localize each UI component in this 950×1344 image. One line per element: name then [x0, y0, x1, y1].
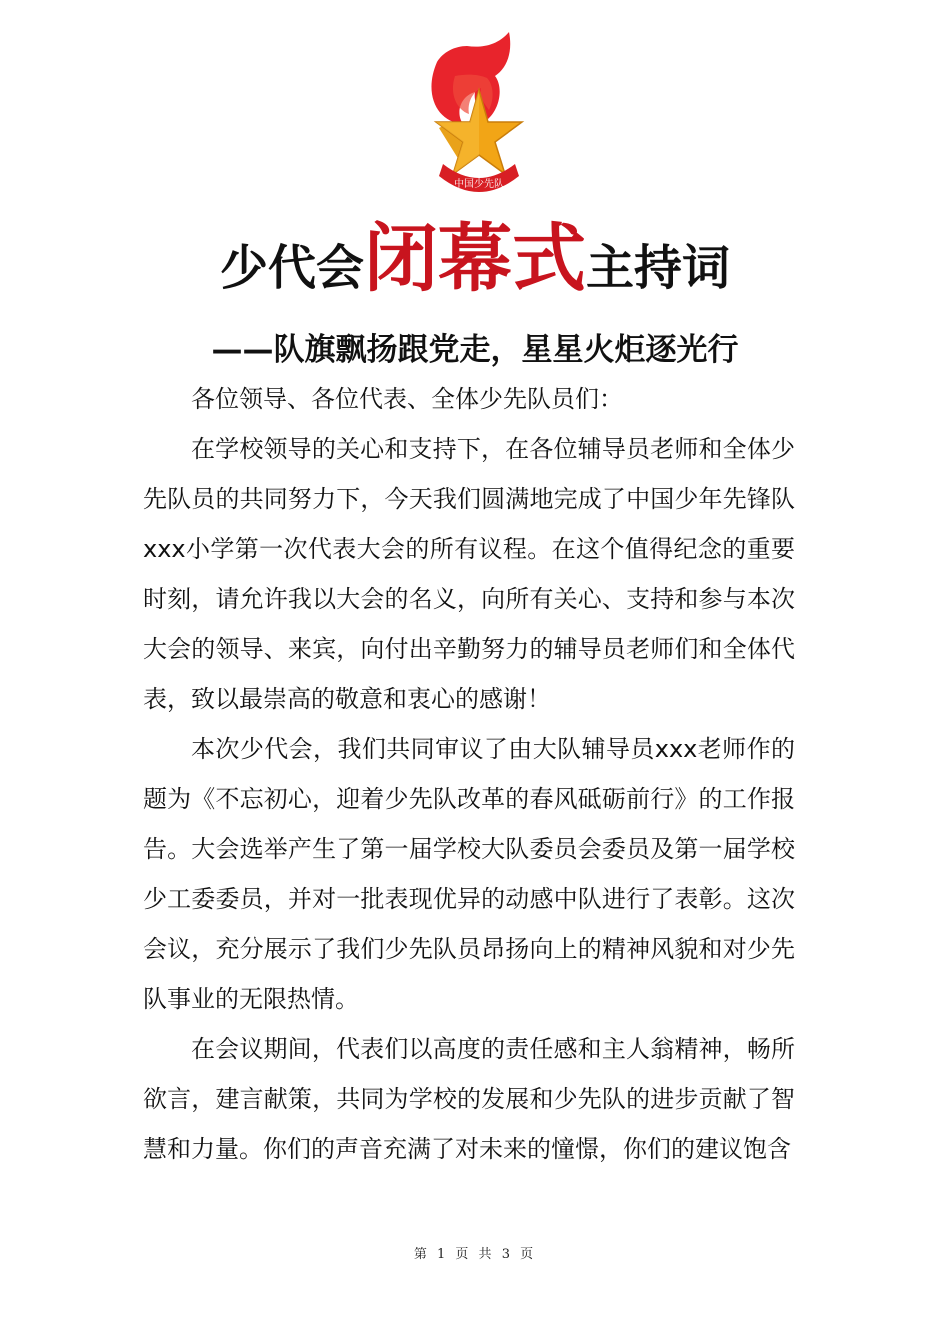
paragraph: 本次少代会，我们共同审议了由大队辅导员xxx老师作的题为《不忘初心，迎着少先队改革的春风砥砺前行》的工作报告。大会选举产生了第一届学校大队委员会委员及第一届学校少工委委员，并对一批表现优异的动感中队进行了表彰。这次会议，充分展示了我们少先队员昂扬向上的精神风貌和对少先队事业的无限热情。 [143, 735, 795, 1013]
page-subtitle: ——队旗飘扬跟党走，星星火炬逐光行 [211, 332, 739, 368]
emblem-ribbon-text: 中国少先队 [454, 179, 504, 190]
title-highlight: 闭幕式 [364, 216, 586, 302]
title-prefix: 少代会 [219, 240, 364, 296]
page-footer: 第 1 页 共 3 页 [413, 1247, 537, 1262]
paragraph-salutation: 各位领导、各位代表、全体少先队员们： [191, 385, 623, 413]
document-body [143, 374, 795, 1174]
title-suffix: 主持词 [586, 240, 731, 296]
page-title [0, 216, 950, 302]
paragraph: 在会议期间，代表们以高度的责任感和主人翁精神，畅所欲言，建言献策，共同为学校的发展和少先队的进步贡献了智慧和力量。你们的声音充满了对未来的憧憬，你们的建议饱含 [143, 1035, 795, 1163]
young-pioneers-emblem-logo [415, 24, 540, 204]
paragraph: 在学校领导的关心和支持下，在各位辅导员老师和全体少先队员的共同努力下，今天我们圆满地完成了中国少年先锋队xxx小学第一次代表大会的所有议程。在这个值得纪念的重要时刻，请允许我以大会的名义，向所有关心、支持和参与本次大会的领导、来宾，向付出辛勤努力的辅导员老师们和全体代表，致以最崇高的敬意和衷心的感谢！ [143, 435, 795, 713]
